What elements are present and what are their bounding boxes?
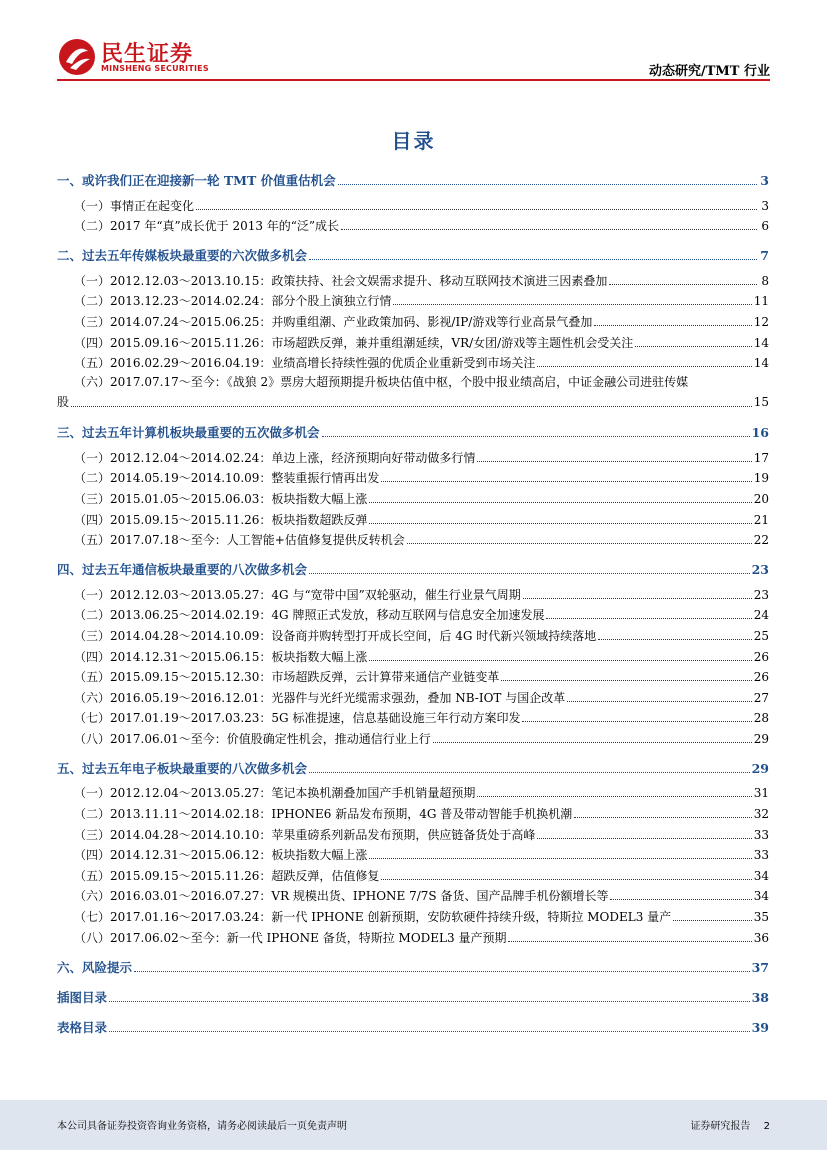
- toc-page-number: 36: [753, 930, 769, 945]
- toc-dot-leader: [574, 817, 751, 818]
- toc-entry-text: （一）2012.12.04～2013.05.27：笔记本换机潮叠加国产手机销量超预期: [74, 786, 476, 801]
- toc-subsection-entry[interactable]: [57, 623, 769, 644]
- toc-entry-text: （四）2015.09.16～2015.11.26：市场超跌反弹，兼并重组潮延续，VR/女团/游戏等主题性机会受关注: [74, 335, 634, 350]
- toc-entry-text: 六、风险提示: [57, 959, 133, 975]
- toc-dot-leader: [309, 772, 750, 773]
- toc-entry-text: 二、过去五年传媒板块最重要的六次做多机会: [57, 248, 308, 264]
- toc-subsection-entry[interactable]: [57, 665, 769, 686]
- toc-page-number: 29: [751, 760, 769, 776]
- toc-page-number: 34: [753, 868, 769, 883]
- toc-entry-text: （八）2017.06.02～至今：新一代 IPHONE 备货，特斯拉 MODEL3 量产预期: [74, 930, 507, 945]
- toc-dot-leader: [609, 284, 757, 285]
- footer-disclaimer: 本公司具备证券投资咨询业务资格，请务必阅读最后一页免责声明: [57, 1121, 347, 1132]
- logo-english-name: MINSHENG SECURITIES: [101, 64, 209, 73]
- toc-page-number: 32: [753, 807, 769, 822]
- toc-entry-text: （六）2016.05.19～2016.12.01：光器件与光纤光缆需求强劲，叠加 NB-IOT 与国企改革: [74, 690, 566, 705]
- toc-entry-text: （六）2017.07.17～至今：《战狼 2》票房大超预期提升板块估值中枢，个股中报业绩高启，中证金融公司进驻传媒: [74, 375, 689, 390]
- toc-dot-leader: [477, 796, 751, 797]
- toc-subsection-entry[interactable]: [57, 193, 769, 214]
- toc-subsection-entry[interactable]: [57, 582, 769, 603]
- toc-dot-leader: [341, 229, 757, 230]
- toc-entry-text: （二）2013.12.23～2014.02.24：部分个股上演独立行情: [74, 294, 392, 309]
- header-divider: [57, 79, 770, 81]
- toc-title: 目录: [391, 129, 436, 153]
- toc-dot-leader: [407, 543, 752, 544]
- toc-entry-text: 五、过去五年电子板块最重要的八次做多机会: [57, 760, 308, 776]
- table-of-contents: [57, 167, 769, 1036]
- toc-page-number: 23: [753, 587, 769, 602]
- toc-page-number: 37: [751, 959, 769, 975]
- toc-dot-leader: [109, 1001, 750, 1002]
- toc-dot-leader: [109, 1031, 750, 1032]
- toc-section-heading[interactable]: [57, 755, 769, 777]
- toc-entry-text: （八）2017.06.01～至今：价值股确定性机会，推动通信行业上行: [74, 731, 431, 746]
- toc-entry-text: （五）2015.09.15～2015.12.30：市场超跌反弹，云计算带来通信产业链变革: [74, 670, 500, 685]
- toc-dot-leader: [673, 920, 752, 921]
- toc-subsection-entry[interactable]: [57, 863, 769, 884]
- toc-dot-leader: [381, 879, 751, 880]
- toc-entry-text: 三、过去五年计算机板块最重要的五次做多机会: [57, 425, 320, 441]
- toc-dot-leader: [501, 680, 751, 681]
- toc-page-number: 16: [751, 425, 769, 441]
- toc-dot-leader: [433, 742, 752, 743]
- toc-dot-leader: [610, 899, 751, 900]
- toc-subsection-entry[interactable]: [57, 351, 769, 372]
- toc-entry-text: （三）2014.07.24～2015.06.25：并购重组潮、产业政策加码、影视/IP/游戏等行业高景气叠加: [74, 314, 593, 329]
- toc-subsection-entry[interactable]: [57, 371, 769, 411]
- toc-dot-leader: [134, 971, 750, 972]
- toc-subsection-entry[interactable]: [57, 726, 769, 747]
- toc-entry-text: （一）2012.12.03～2013.10.15：政策扶持、社会文娱需求提升、移动互联网技术演进三因素叠加: [74, 273, 608, 288]
- toc-entry-text: （二）2013.11.11～2014.02.18：IPHONE6 新品发布预期，4G 普及带动智能手机换机潮: [74, 807, 573, 822]
- toc-page-number: 34: [753, 889, 769, 904]
- toc-subsection-entry[interactable]: [57, 603, 769, 624]
- toc-page-number: 14: [753, 356, 769, 371]
- toc-entry-text: （一）2012.12.03～2013.05.27：4G 与“宽带中国”双轮驱动，催生行业景气周期: [74, 587, 521, 602]
- toc-dot-leader: [598, 639, 751, 640]
- toc-page-number: 33: [753, 827, 769, 842]
- document-type: 动态研究/TMT 行业: [648, 64, 770, 79]
- toc-page-number: 38: [751, 989, 769, 1005]
- toc-page-number: 28: [753, 711, 769, 726]
- toc-entry-text: （四）2014.12.31～2015.06.12：板块指数大幅上涨: [74, 848, 368, 863]
- toc-subsection-entry[interactable]: [57, 466, 769, 487]
- toc-subsection-entry[interactable]: [57, 904, 769, 925]
- toc-entry-text: 插图目录: [57, 989, 108, 1005]
- toc-page-number: 7: [760, 248, 769, 264]
- toc-entry-text: （二）2017 年“真”成长优于 2013 年的“泛”成长: [74, 219, 340, 234]
- toc-dot-leader: [309, 573, 750, 574]
- toc-dot-leader: [477, 461, 751, 462]
- toc-section-heading[interactable]: [57, 419, 769, 441]
- toc-page-number: 29: [753, 731, 769, 746]
- toc-page-number: 35: [753, 910, 769, 925]
- toc-page-number: 3: [761, 198, 769, 213]
- toc-entry-text: （五）2017.07.18～至今：人工智能+估值修复提供反转机会: [74, 533, 405, 548]
- logo-emblem-icon: [57, 37, 97, 77]
- toc-entry-text: （一）事情正在起变化: [74, 198, 195, 213]
- toc-section-heading[interactable]: [57, 242, 769, 264]
- toc-entry-text: （六）2016.03.01～2016.07.27：VR 规模出货、IPHONE 7/7S 备货、国产品牌手机份额增长等: [74, 889, 609, 904]
- toc-page-number: 12: [753, 314, 769, 329]
- toc-entry-text: 一、或许我们正在迎接新一轮 TMT 价值重估机会: [57, 173, 336, 188]
- toc-page-number: 21: [753, 512, 769, 527]
- toc-dot-leader: [594, 325, 751, 326]
- toc-entry-text: 表格目录: [57, 1019, 108, 1035]
- toc-entry-text-continued: 股: [57, 395, 70, 410]
- toc-subsection-entry[interactable]: [57, 685, 769, 706]
- toc-section-heading[interactable]: [57, 984, 769, 1006]
- company-logo: [57, 37, 217, 77]
- toc-page-number: 11: [753, 294, 769, 309]
- toc-page-number: 17: [753, 450, 769, 465]
- toc-page-number: 31: [753, 786, 769, 801]
- page-header: [0, 0, 827, 82]
- toc-subsection-entry[interactable]: [57, 781, 769, 802]
- toc-subsection-entry[interactable]: [57, 445, 769, 466]
- toc-dot-leader: [537, 838, 751, 839]
- toc-entry-text: （三）2014.04.28～2014.10.10：苹果重磅系列新品发布预期，供应链备货处于高峰: [74, 827, 536, 842]
- toc-section-heading[interactable]: [57, 954, 769, 976]
- toc-section-heading[interactable]: [57, 556, 769, 578]
- toc-page-number: 20: [753, 491, 769, 506]
- toc-dot-leader: [508, 941, 751, 942]
- footer-info: [690, 1117, 770, 1132]
- toc-subsection-entry[interactable]: [57, 214, 769, 235]
- toc-entry-text: （四）2014.12.31～2015.06.15：板块指数大幅上涨: [74, 649, 368, 664]
- toc-page-number: 39: [751, 1019, 769, 1035]
- toc-page-number: 6: [761, 219, 769, 234]
- toc-entry-text: （一）2012.12.04～2014.02.24：单边上涨，经济预期向好带动做多行情: [74, 450, 476, 465]
- toc-dot-leader: [393, 304, 751, 305]
- toc-page-number: 24: [753, 608, 769, 623]
- toc-page-number: 22: [753, 533, 769, 548]
- toc-dot-leader: [322, 436, 750, 437]
- toc-entry-text: （三）2014.04.28～2014.10.09：设备商并购转型打开成长空间，后 4G 时代新兴领域持续落地: [74, 628, 597, 643]
- toc-entry-text: （五）2016.02.29～2016.04.19：业绩高增长持续性强的优质企业重新受到市场关注: [74, 356, 536, 371]
- toc-entry-text: （三）2015.01.05～2015.06.03：板块指数大幅上涨: [74, 491, 368, 506]
- toc-dot-leader: [567, 701, 751, 702]
- toc-subsection-entry[interactable]: [57, 507, 769, 528]
- footer-report-type: 证券研究报告: [690, 1121, 751, 1132]
- toc-entry-text: （五）2015.09.15～2015.11.26：超跌反弹，估值修复: [74, 868, 380, 883]
- toc-subsection-entry[interactable]: [57, 289, 769, 310]
- toc-page-number: 14: [753, 335, 769, 350]
- toc-dot-leader: [369, 858, 751, 859]
- toc-page-number: 8: [761, 273, 769, 288]
- toc-dot-leader: [309, 259, 757, 260]
- toc-dot-leader: [523, 598, 752, 599]
- toc-entry-text: 四、过去五年通信板块最重要的八次做多机会: [57, 562, 308, 578]
- toc-dot-leader: [338, 184, 757, 185]
- toc-page-number: 27: [753, 690, 769, 705]
- toc-subsection-entry[interactable]: [57, 822, 769, 843]
- toc-dot-leader: [369, 502, 751, 503]
- toc-subsection-entry[interactable]: [57, 843, 769, 864]
- toc-entry-text: （二）2014.05.19～2014.10.09：整装重振行情再出发: [74, 471, 380, 486]
- toc-subsection-entry[interactable]: [57, 925, 769, 946]
- toc-section-heading[interactable]: [57, 1014, 769, 1036]
- toc-subsection-entry[interactable]: [57, 330, 769, 351]
- toc-subsection-entry[interactable]: [57, 706, 769, 727]
- toc-dot-leader: [546, 618, 751, 619]
- toc-page-number: 19: [753, 471, 769, 486]
- toc-entry-text: （七）2017.01.19～2017.03.23：5G 标准提速，信息基础设施三年行动方案印发: [74, 711, 521, 726]
- toc-dot-leader: [196, 209, 757, 210]
- toc-subsection-entry[interactable]: [57, 309, 769, 330]
- toc-page-number: 3: [760, 173, 769, 188]
- toc-dot-leader: [71, 406, 752, 407]
- logo-chinese-name: 民生证券: [101, 42, 194, 67]
- toc-dot-leader: [537, 366, 751, 367]
- toc-entry-text: （七）2017.01.16～2017.03.24：新一代 IPHONE 创新预期，安防软硬件持续升级，特斯拉 MODEL3 量产: [74, 910, 672, 925]
- toc-page-number: 15: [753, 395, 769, 410]
- toc-subsection-entry[interactable]: [57, 268, 769, 289]
- toc-dot-leader: [369, 523, 751, 524]
- toc-entry-text: （四）2015.09.15～2015.11.26：板块指数超跌反弹: [74, 512, 368, 527]
- footer-page-number: 2: [763, 1121, 770, 1132]
- toc-page-number: 26: [753, 649, 769, 664]
- toc-dot-leader: [369, 660, 751, 661]
- toc-section-heading[interactable]: [57, 167, 769, 189]
- toc-subsection-entry[interactable]: [57, 486, 769, 507]
- toc-dot-leader: [381, 481, 751, 482]
- toc-page-number: 26: [753, 670, 769, 685]
- toc-entry-text: （二）2013.06.25～2014.02.19：4G 牌照正式发放，移动互联网与信息安全加速发展: [74, 608, 545, 623]
- toc-dot-leader: [522, 721, 751, 722]
- toc-page-number: 25: [753, 628, 769, 643]
- toc-subsection-entry[interactable]: [57, 528, 769, 549]
- toc-page-number: 33: [753, 848, 769, 863]
- toc-subsection-entry[interactable]: [57, 801, 769, 822]
- toc-subsection-entry[interactable]: [57, 884, 769, 905]
- toc-dot-leader: [635, 346, 752, 347]
- toc-subsection-entry[interactable]: [57, 644, 769, 665]
- toc-page-number: 23: [751, 562, 769, 578]
